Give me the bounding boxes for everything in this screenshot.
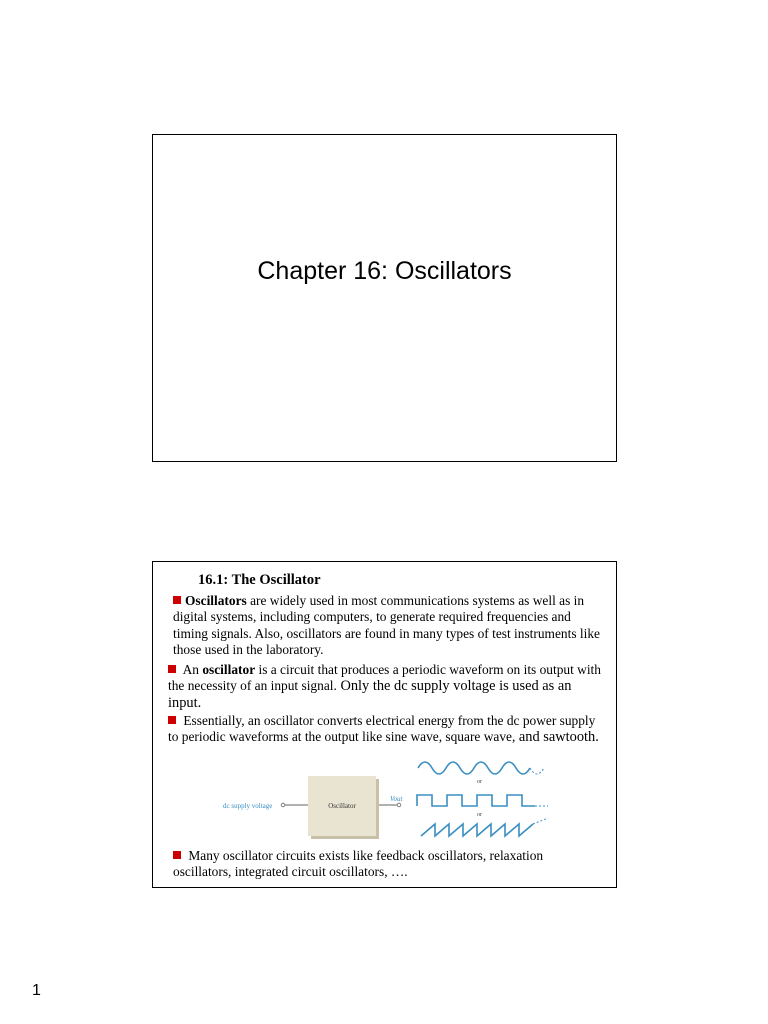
- bullet-2-text: is a circuit that produces a periodic waveform on its output with the necessity of an input signal.: [168, 662, 601, 694]
- bullet-4-text: Many oscillator circuits exists like feedback oscillators, relaxation oscillators, integrated circuit oscillators, ….: [173, 848, 544, 880]
- vout-label: Vout: [390, 795, 403, 803]
- bullet-2-tail: Only the dc supply voltage is used as an input.: [168, 678, 572, 711]
- or-label-2: or: [477, 812, 482, 818]
- bullet-3-tail: and sawtooth.: [515, 729, 599, 746]
- content-slide: [152, 561, 617, 888]
- page-number: 1: [32, 982, 41, 999]
- section-heading: 16.1: The Oscillator: [198, 572, 321, 588]
- bullet-2-pre: An: [180, 662, 203, 677]
- square-wave: [417, 795, 535, 806]
- square-bullet-icon: [173, 596, 181, 604]
- bullet-1-text: are widely used in most communications systems as well as in digital systems, including computers, to generate required frequencies and timing signals. Also, oscillators are found in many types of test instruments like those used in the laboratory.: [173, 593, 600, 658]
- bullet-paragraph-2: [168, 662, 603, 711]
- square-bullet-icon: [168, 716, 176, 724]
- bullet-paragraph-4: [173, 848, 603, 881]
- oscillator-block-label: Oscillator: [328, 802, 356, 810]
- sawtooth-wave: [421, 824, 533, 836]
- bullet-1-term: Oscillators: [185, 593, 247, 608]
- bullet-3-text: Essentially, an oscillator converts electrical energy from the dc power supply to periodic waveforms at the output like sine wave, square wave,: [168, 713, 596, 745]
- oscillator-block: [308, 776, 376, 836]
- title-slide: [152, 134, 617, 462]
- bullet-paragraph-3: [168, 713, 608, 746]
- or-label-1: or: [477, 779, 482, 785]
- chapter-title: Chapter 16: Oscillators: [257, 257, 512, 285]
- oscillator-figure: [223, 750, 563, 842]
- square-bullet-icon: [168, 665, 176, 673]
- bullet-2-term: oscillator: [202, 662, 256, 677]
- bullet-paragraph-1: [173, 593, 603, 659]
- dc-supply-label: dc supply voltage: [223, 802, 273, 810]
- sine-wave: [418, 762, 530, 774]
- square-bullet-icon: [173, 851, 181, 859]
